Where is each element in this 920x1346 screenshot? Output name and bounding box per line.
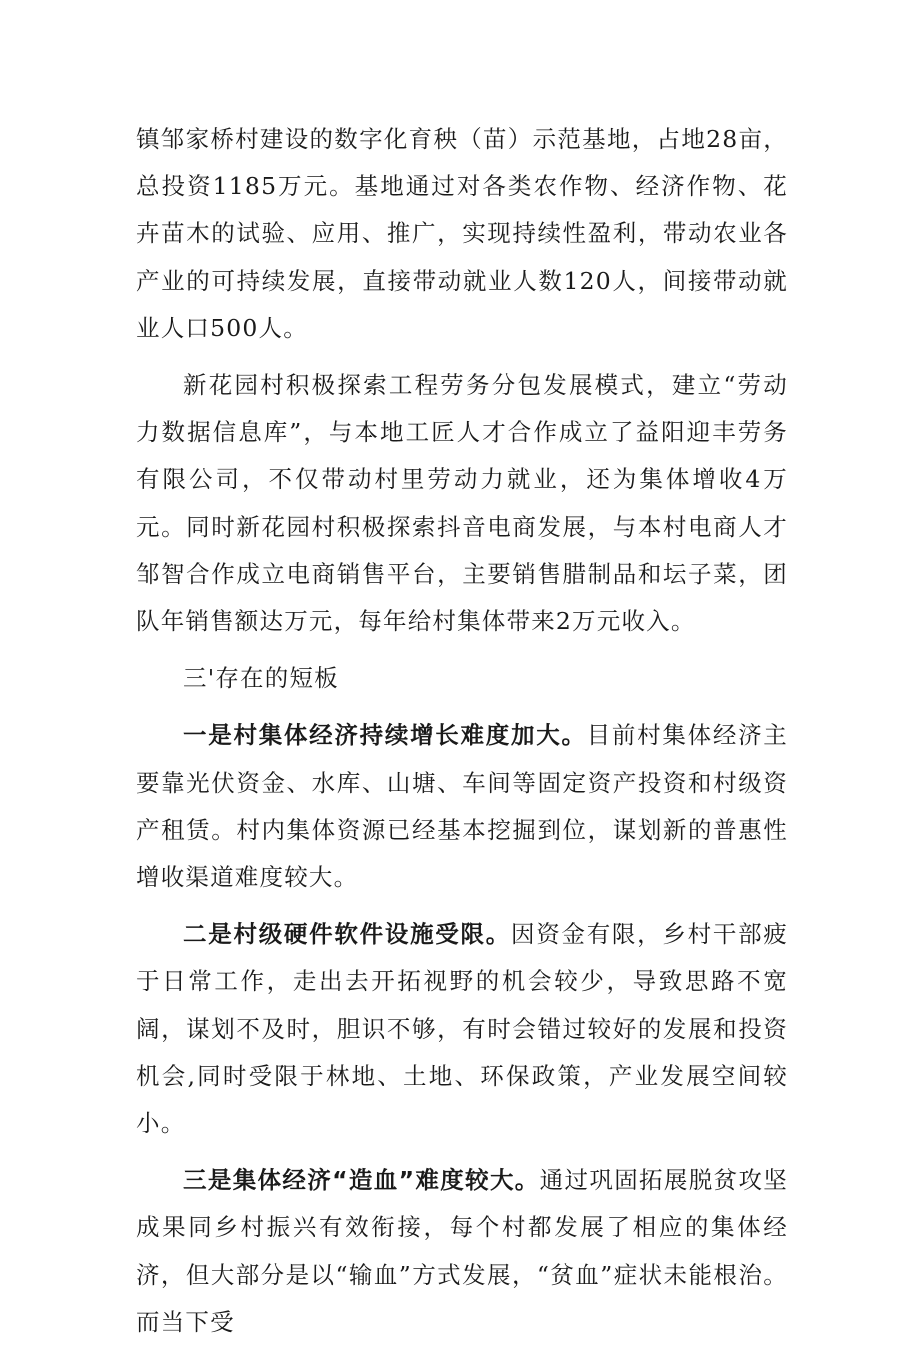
- document-body: [136, 116, 788, 1346]
- section-heading-text: 三'存在的短板: [183, 664, 339, 693]
- paragraph-lead: 三是集体经济“造血”难度较大。: [183, 1166, 540, 1195]
- paragraph-text: 通过巩固拓展脱贫攻坚成果同乡村振兴有效衔接，每个村都发展了相应的集体经济，但大部分是以“输血”方式发展，“贫血”症状未能根治。而当下受: [136, 1166, 789, 1336]
- paragraph-shortcoming-2: [136, 911, 788, 1147]
- paragraph-lead: 二是村级硬件软件设施受限。: [183, 920, 511, 949]
- section-heading: [136, 655, 788, 702]
- paragraph-text: 因资金有限，乡村干部疲于日常工作，走出去开拓视野的机会较少，导致思路不宽阔，谋划不及时，胆识不够，有时会错过较好的发展和投资机会,同时受限于林地、土地、环保政策，产业发展空间较小。: [136, 920, 788, 1138]
- paragraph-text: 目前村集体经济主要靠光伏资金、水库、山塘、车间等固定资产投资和村级资产租赁。村内集体资源已经基本挖掘到位，谋划新的普惠性增收渠道难度较大。: [136, 721, 788, 892]
- paragraph-shortcoming-3: [136, 1157, 788, 1346]
- paragraph-text: 镇邹家桥村建设的数字化育秧（苗）示范基地，占地28亩，总投资1185万元。基地通过对各类农作物、经济作物、花卉苗木的试验、应用、推广，实现持续性盈利，带动农业各产业的可持续发展，直接带动就业人数120人，间接带动就业人口500人。: [136, 125, 788, 342]
- paragraph-shortcoming-1: [136, 712, 788, 901]
- paragraph-labor-service: [136, 362, 788, 645]
- paragraph-continuation: [136, 116, 788, 352]
- paragraph-lead: 一是村集体经济持续增长难度加大。: [183, 721, 587, 750]
- paragraph-text: 新花园村积极探索工程劳务分包发展模式，建立“劳动力数据信息库”，与本地工匠人才合作成立了益阳迎丰劳务有限公司，不仅带动村里劳动力就业，还为集体增收4万元。同时新花园村积极探索抖音电商发展，与本村电商人才邹智合作成立电商销售平台，主要销售腊制品和坛子菜，团队年销售额达万元，每年给村集体带来2万元收入。: [136, 371, 788, 636]
